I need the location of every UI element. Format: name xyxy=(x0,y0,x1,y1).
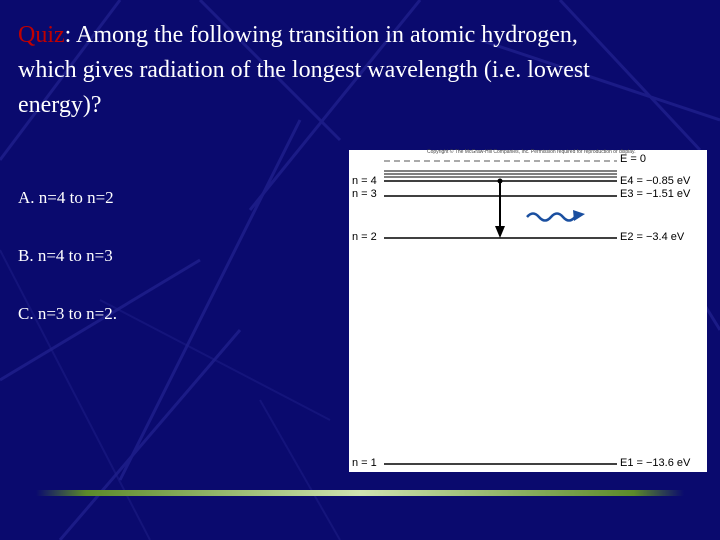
option-b: B. n=4 to n=3 xyxy=(18,246,113,265)
n-label-3: n = 3 xyxy=(352,188,377,200)
quiz-question xyxy=(18,18,618,123)
bottom-divider xyxy=(0,490,720,496)
energy-label-e1: E1 = −13.6 eV xyxy=(620,457,691,469)
n-label-1: n = 1 xyxy=(352,457,377,469)
electron-dot xyxy=(498,179,503,184)
question-text: : Among the following transition in atomic hydrogen, which gives radiation of the longest wavelength (i.e. lowest energy)? xyxy=(18,22,590,118)
energy-level-diagram xyxy=(349,150,707,472)
photon-wave-icon xyxy=(527,214,575,221)
n-label-4: n = 4 xyxy=(352,175,377,187)
option-a: A. n=4 to n=2 xyxy=(18,188,114,207)
energy-label-e2: E2 = −3.4 eV xyxy=(620,231,685,243)
option-c: C. n=3 to n=2. xyxy=(18,304,117,323)
energy-label-e3: E3 = −1.51 eV xyxy=(620,188,691,200)
energy-label-e0: E = 0 xyxy=(620,153,646,165)
copyright-notice: Copyright © The McGraw-Hill Companies, Inc. Permission required for reproduction or display. xyxy=(427,149,636,155)
n-label-2: n = 2 xyxy=(352,231,377,243)
energy-label-e4: E4 = −0.85 eV xyxy=(620,175,691,187)
quiz-label: Quiz xyxy=(18,22,65,48)
